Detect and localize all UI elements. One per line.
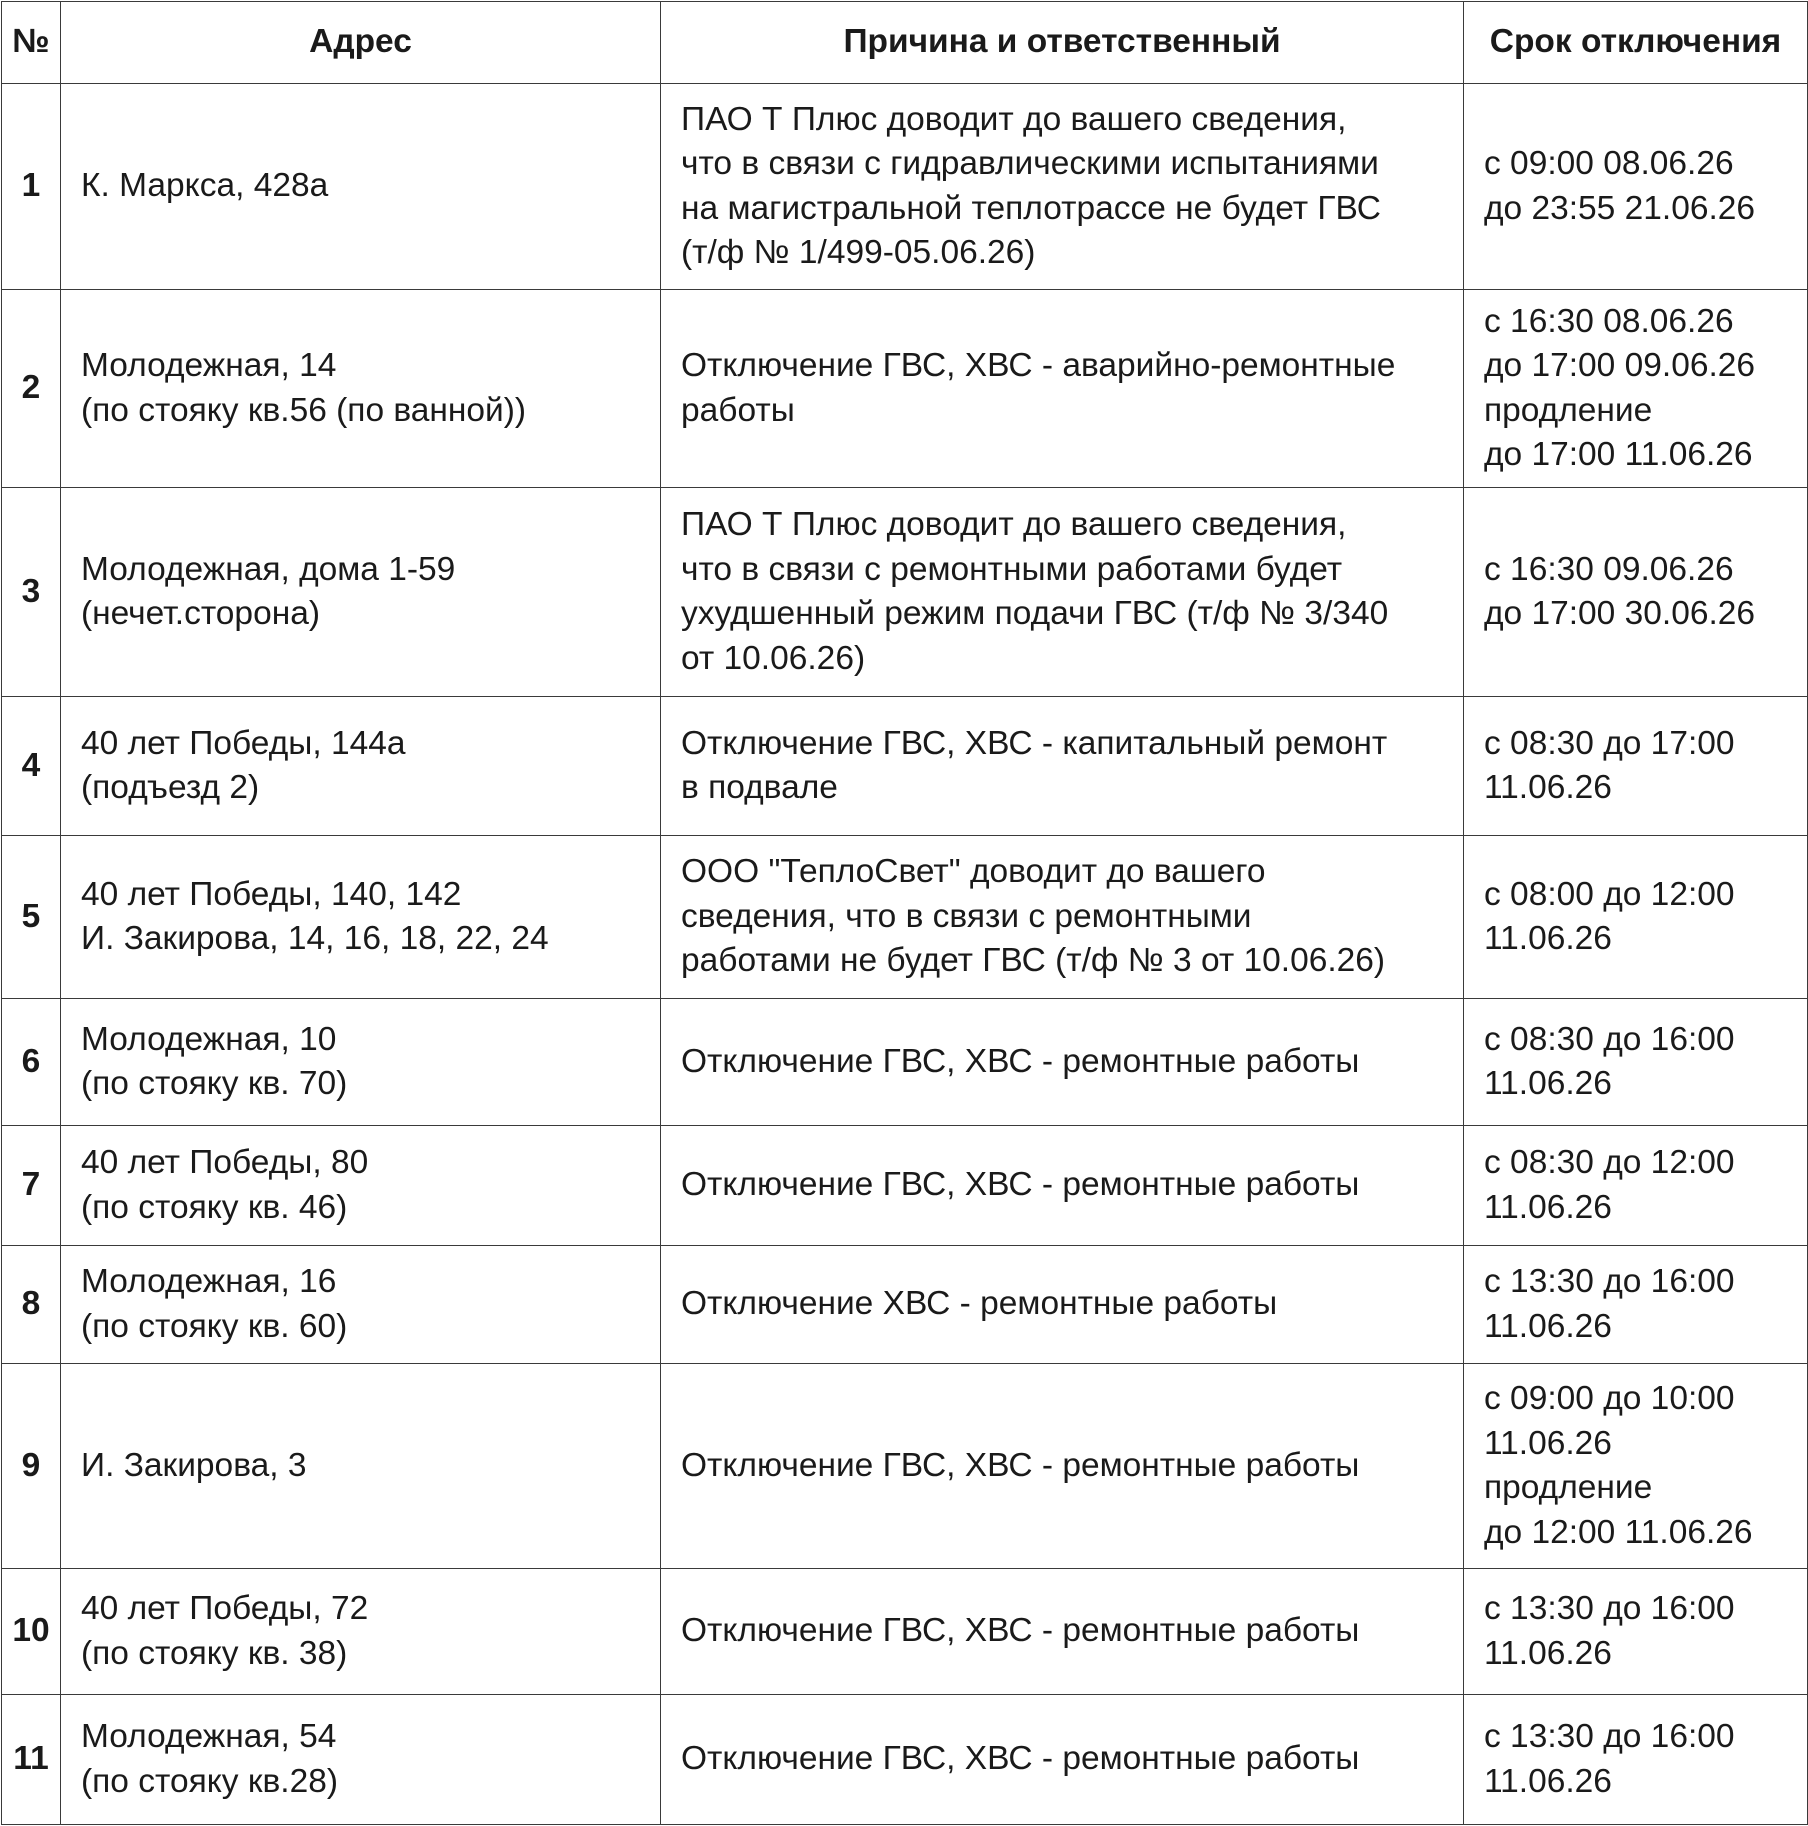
period-cell (1464, 84, 1808, 290)
address-line: И. Закирова, 14, 16, 18, 22, 24 (81, 920, 549, 957)
reason-line: от 10.06.26) (681, 639, 866, 677)
address-line: 40 лет Победы, 72 (81, 1590, 369, 1627)
header-row (2, 2, 1808, 84)
reason-line: Отключение ГВС, ХВС - ремонтные работы (681, 1740, 1360, 1778)
period-line: с 08:00 до 12:00 (1484, 875, 1735, 913)
period-line: 11.06.26 (1484, 1634, 1612, 1672)
reason-line: что в связи с гидравлическими испытаниями (681, 145, 1379, 182)
reason-cell (661, 1569, 1464, 1695)
period-cell (1464, 488, 1808, 697)
address-cell (61, 1126, 661, 1246)
address-cell (61, 84, 661, 290)
period-line: до 17:00 09.06.26 (1484, 347, 1756, 384)
reason-line: ухудшенный режим подачи ГВС (т/ф № 3/340 (681, 595, 1389, 632)
reason-cell (661, 999, 1464, 1126)
period-line: продление (1484, 391, 1653, 429)
period-cell (1464, 1364, 1808, 1569)
reason-line: ООО "ТеплоСвет" доводит до вашего (681, 853, 1266, 891)
period-line: с 09:00 08.06.26 (1484, 145, 1734, 182)
reason-cell (661, 290, 1464, 488)
row-number: 1 (2, 84, 61, 290)
address-line: 40 лет Победы, 80 (81, 1144, 369, 1181)
reason-line: работами не будет ГВС (т/ф № 3 от 10.06.26) (681, 942, 1386, 980)
row-number: 3 (2, 488, 61, 697)
period-line: с 08:30 до 12:00 (1484, 1144, 1735, 1181)
address-cell (61, 290, 661, 488)
period-cell (1464, 836, 1808, 999)
table-row (2, 1126, 1808, 1246)
period-line: 11.06.26 (1484, 1188, 1612, 1226)
address-line: Молодежная, 54 (81, 1718, 337, 1755)
address-cell (61, 836, 661, 999)
table-row (2, 999, 1808, 1126)
period-line: до 12:00 11.06.26 (1484, 1513, 1753, 1551)
address-line: Молодежная, 10 (81, 1020, 337, 1058)
reason-line: Отключение ГВС, ХВС - ремонтные работы (681, 1042, 1360, 1080)
table-row (2, 84, 1808, 290)
address-line: (по стояку кв. 70) (81, 1065, 348, 1102)
period-line: продление (1484, 1469, 1653, 1506)
outage-table (1, 1, 1808, 1825)
address-line: (по стояку кв.28) (81, 1762, 338, 1800)
address-cell (61, 1569, 661, 1695)
address-cell (61, 488, 661, 697)
address-line: (подъезд 2) (81, 769, 260, 806)
table-row (2, 1569, 1808, 1695)
period-line: с 13:30 до 16:00 (1484, 1718, 1735, 1755)
address-line: Молодежная, 16 (81, 1263, 337, 1300)
address-line: (по стояку кв. 38) (81, 1634, 348, 1672)
address-line: 40 лет Победы, 144а (81, 724, 406, 762)
address-cell (61, 1364, 661, 1569)
period-cell (1464, 999, 1808, 1126)
row-number: 6 (2, 999, 61, 1126)
period-line: 11.06.26 (1484, 1762, 1612, 1800)
period-line: с 09:00 до 10:00 (1484, 1380, 1735, 1417)
row-number: 9 (2, 1364, 61, 1569)
reason-cell (661, 1695, 1464, 1825)
period-cell (1464, 1569, 1808, 1695)
row-number: 8 (2, 1246, 61, 1364)
address-line: Молодежная, 14 (81, 347, 337, 384)
reason-line: что в связи с ремонтными работами будет (681, 550, 1343, 588)
table-body (2, 84, 1808, 1825)
header-number: № (2, 2, 61, 84)
reason-line: работы (681, 391, 795, 429)
period-line: до 17:00 30.06.26 (1484, 595, 1756, 632)
row-number: 11 (2, 1695, 61, 1825)
address-cell (61, 1695, 661, 1825)
period-cell (1464, 697, 1808, 836)
reason-line: Отключение ГВС, ХВС - ремонтные работы (681, 1612, 1360, 1650)
table-row (2, 1246, 1808, 1364)
period-line: с 08:30 до 17:00 (1484, 724, 1735, 762)
row-number: 2 (2, 290, 61, 488)
period-line: 11.06.26 (1484, 1065, 1612, 1102)
address-line: (по стояку кв.56 (по ванной)) (81, 391, 527, 429)
period-line: до 23:55 21.06.26 (1484, 189, 1756, 227)
period-cell (1464, 1246, 1808, 1364)
table-row (2, 1695, 1808, 1825)
period-line: с 13:30 до 16:00 (1484, 1590, 1735, 1627)
reason-line: Отключение ГВС, ХВС - ремонтные работы (681, 1166, 1360, 1204)
row-number: 4 (2, 697, 61, 836)
period-line: с 13:30 до 16:00 (1484, 1263, 1735, 1300)
header-reason: Причина и ответственный (661, 2, 1464, 84)
reason-cell (661, 1246, 1464, 1364)
reason-cell (661, 84, 1464, 290)
table-row (2, 836, 1808, 999)
table-row (2, 488, 1808, 697)
period-cell (1464, 290, 1808, 488)
header-period: Срок отключения (1464, 2, 1808, 84)
reason-line: (т/ф № 1/499-05.06.26) (681, 234, 1036, 271)
address-line: 40 лет Победы, 140, 142 (81, 875, 462, 913)
address-line: К. Маркса, 428а (81, 167, 329, 205)
reason-line: в подвале (681, 769, 838, 806)
reason-line: Отключение ХВС - ремонтные работы (681, 1285, 1278, 1323)
period-cell (1464, 1126, 1808, 1246)
period-line: 11.06.26 (1484, 1424, 1612, 1462)
reason-line: Отключение ГВС, ХВС - аварийно-ремонтные (681, 347, 1396, 384)
reason-line: ПАО Т Плюс доводит до вашего сведения, (681, 506, 1347, 543)
address-cell (61, 999, 661, 1126)
table-row (2, 1364, 1808, 1569)
reason-cell (661, 1126, 1464, 1246)
row-number: 5 (2, 836, 61, 999)
address-line: (по стояку кв. 46) (81, 1188, 348, 1226)
row-number: 7 (2, 1126, 61, 1246)
reason-cell (661, 697, 1464, 836)
period-cell (1464, 1695, 1808, 1825)
header-address: Адрес (61, 2, 661, 84)
address-line: (нечет.сторона) (81, 595, 320, 632)
period-line: до 17:00 11.06.26 (1484, 436, 1753, 473)
reason-line: сведения, что в связи с ремонтными (681, 897, 1252, 935)
period-line: с 16:30 08.06.26 (1484, 302, 1734, 340)
table-row (2, 697, 1808, 836)
reason-line: на магистральной теплотрассе не будет ГВС (681, 189, 1381, 227)
period-line: с 16:30 09.06.26 (1484, 550, 1734, 588)
reason-line: Отключение ГВС, ХВС - капитальный ремонт (681, 724, 1388, 762)
reason-cell (661, 488, 1464, 697)
address-line: (по стояку кв. 60) (81, 1307, 348, 1345)
period-line: 11.06.26 (1484, 769, 1612, 806)
reason-line: Отключение ГВС, ХВС - ремонтные работы (681, 1446, 1360, 1484)
address-cell (61, 1246, 661, 1364)
address-line: И. Закирова, 3 (81, 1446, 307, 1484)
table-row (2, 290, 1808, 488)
row-number: 10 (2, 1569, 61, 1695)
address-cell (61, 697, 661, 836)
period-line: 11.06.26 (1484, 1307, 1612, 1345)
reason-line: ПАО Т Плюс доводит до вашего сведения, (681, 100, 1347, 138)
reason-cell (661, 1364, 1464, 1569)
period-line: с 08:30 до 16:00 (1484, 1020, 1735, 1058)
reason-cell (661, 836, 1464, 999)
address-line: Молодежная, дома 1-59 (81, 550, 456, 588)
period-line: 11.06.26 (1484, 920, 1612, 957)
